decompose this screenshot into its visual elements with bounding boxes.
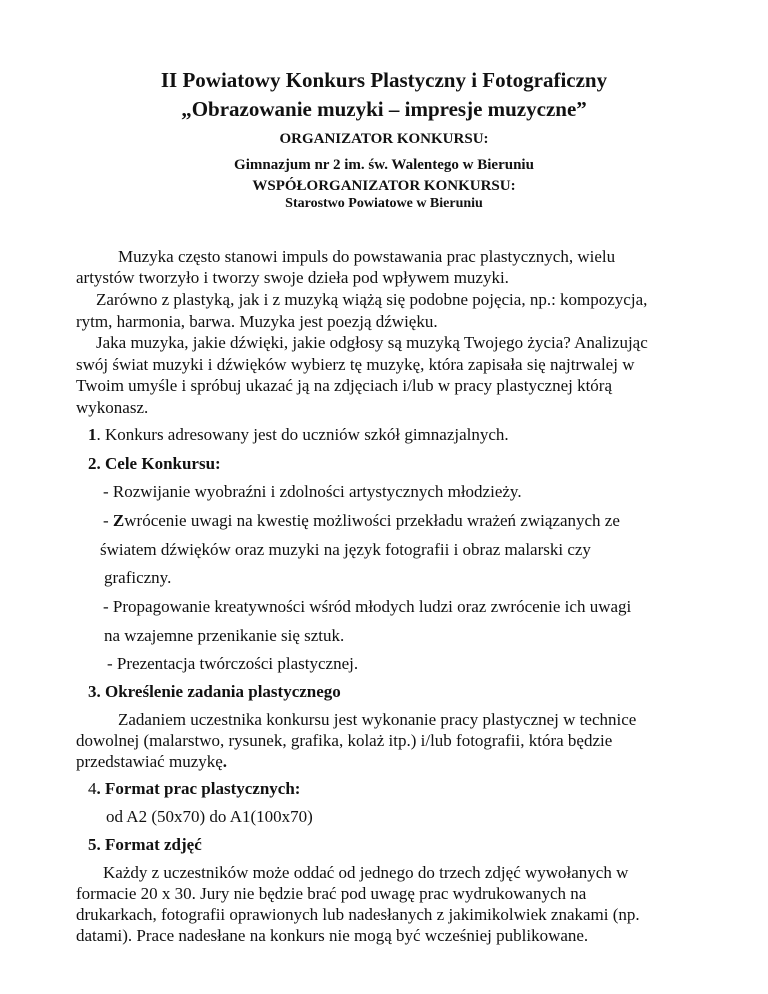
section-3-heading: 3. Określenie zadania plastycznego bbox=[88, 682, 341, 701]
organizer-label: ORGANIZATOR KONKURSU: bbox=[279, 131, 489, 147]
bullet-bold-letter: Z bbox=[112, 511, 125, 530]
section-5-line3: drukarkach, fotografii oprawionych lub nadesłanych z jakimikolwiek znakami (np. bbox=[76, 905, 640, 924]
section-3-line3-text: przedstawiać muzykę bbox=[76, 752, 223, 771]
intro-p2-line2: rytm, harmonia, barwa. Muzyka jest poezją dźwięku. bbox=[76, 312, 438, 331]
coorganizer-name: Starostwo Powiatowe w Bieruniu bbox=[285, 196, 483, 211]
section-4-heading bbox=[88, 778, 300, 800]
intro-p1-line2: artystów tworzyło i tworzy swoje dzieła pod wpływem muzyki. bbox=[76, 268, 509, 287]
intro-p3-line4: wykonasz. bbox=[76, 398, 149, 417]
section-3-line3 bbox=[76, 751, 227, 772]
coorganizer-label: WSPÓŁORGANIZATOR KONKURSU: bbox=[252, 178, 516, 194]
section-5-line4: datami). Prace nadesłane na konkurs nie mogą być wcześniej publikowane. bbox=[76, 926, 589, 945]
section-5-line2: formacie 20 x 30. Jury nie będzie brać pod uwagę prac wydrukowanych na bbox=[76, 884, 587, 903]
section-2-bullet-2-line2: światem dźwięków oraz muzyki na język fotografii i obraz malarski czy bbox=[100, 540, 591, 559]
section-2-bullet-3-line2: na wzajemne przenikanie się sztuk. bbox=[104, 626, 345, 645]
section-2-bullet-1: - Rozwijanie wyobraźni i zdolności artystycznych młodzieży. bbox=[103, 482, 522, 501]
intro-p3-line3: Twoim umyśle i spróbuj ukazać ją na zdjęciach i/lub w pracy plastycznej którą bbox=[76, 376, 613, 395]
section-2-heading: 2. Cele Konkursu: bbox=[88, 454, 221, 473]
intro-p1-line1: Muzyka często stanowi impuls do powstawania prac plastycznych, wielu bbox=[118, 247, 616, 266]
section-1 bbox=[88, 424, 509, 446]
section-3-line1: Zadaniem uczestnika konkursu jest wykonanie pracy plastycznej w technice bbox=[118, 710, 637, 729]
document-subtitle: „Obrazowanie muzyki – impresje muzyczne” bbox=[181, 97, 587, 121]
section-5-line1: Każdy z uczestników może oddać od jednego do trzech zdjęć wywołanych w bbox=[103, 863, 629, 882]
section-2-bullet-2 bbox=[103, 510, 620, 532]
section-3-line2: dowolnej (malarstwo, rysunek, grafika, kolaż itp.) i/lub fotografii, która będzie bbox=[76, 731, 613, 750]
organizer-name: Gimnazjum nr 2 im. św. Walentego w Bieruniu bbox=[234, 157, 534, 173]
section-5-heading: 5. Format zdjęć bbox=[88, 835, 202, 854]
section-4-title: . Format prac plastycznych: bbox=[96, 779, 301, 798]
section-2-bullet-3: - Propagowanie kreatywności wśród młodych ludzi oraz zwrócenie ich uwagi bbox=[103, 597, 632, 616]
section-4-number: 4 bbox=[88, 779, 97, 798]
intro-p2-line1: Zarówno z plastyką, jak i z muzyką wiążą się podobne pojęcia, np.: kompozycja, bbox=[96, 290, 648, 309]
bullet-dash: - bbox=[103, 511, 113, 530]
section-2-bullet-4: - Prezentacja twórczości plastycznej. bbox=[107, 654, 359, 673]
section-1-text: . Konkurs adresowany jest do uczniów szkół gimnazjalnych. bbox=[96, 425, 509, 444]
section-1-number: 1 bbox=[88, 425, 97, 444]
document-title: II Powiatowy Konkurs Plastyczny i Fotograficzny bbox=[160, 68, 608, 92]
section-2-bullet-2-line3: graficzny. bbox=[104, 568, 172, 587]
bullet-text: wrócenie uwagi na kwestię możliwości przekładu wrażeń związanych ze bbox=[124, 511, 620, 530]
intro-p3-line1: Jaka muzyka, jakie dźwięki, jakie odgłosy są muzyką Twojego życia? Analizując bbox=[96, 333, 648, 352]
section-4-text: od A2 (50x70) do A1(100x70) bbox=[106, 807, 313, 826]
section-3-line3-period: . bbox=[222, 752, 228, 771]
intro-p3-line2: swój świat muzyki i dźwięków wybierz tę muzykę, która zapisała się najtrwalej w bbox=[76, 355, 635, 374]
